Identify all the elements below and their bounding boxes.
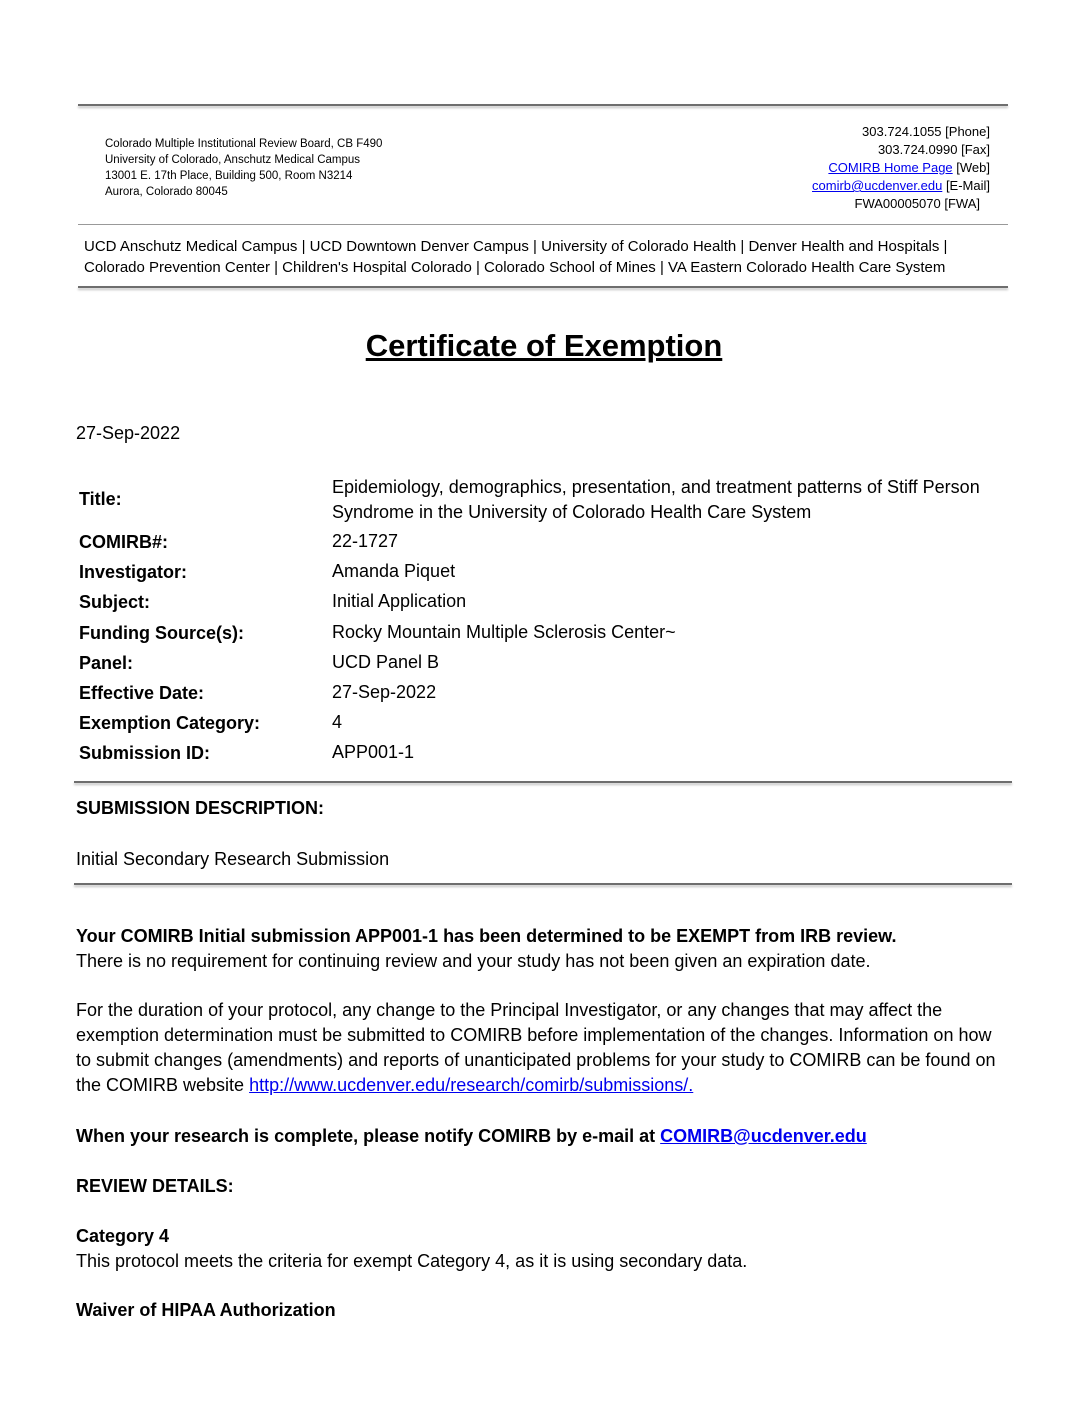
determination-statement: Your COMIRB Initial submission APP001-1 has been determined to be EXEMPT from IRB review. <box>76 926 897 946</box>
irb-address-block <box>105 136 382 200</box>
phone-tag: [Phone] <box>945 124 990 139</box>
fwa-number: FWA00005070 <box>854 196 941 211</box>
fax-number: 303.724.0990 <box>877 142 958 157</box>
header-top-rule <box>78 104 1008 106</box>
comirb-home-link[interactable]: COMIRB Home Page <box>828 160 953 175</box>
determination-detail: There is no requirement for continuing review and your study has not been given an expiration date. <box>76 951 871 971</box>
submission-bottom-rule <box>74 883 1012 885</box>
meta-value-investigator: Amanda Piquet <box>332 561 456 581</box>
phone-number: 303.724.1055 <box>862 124 942 139</box>
notify-text: When your research is complete, please notify COMIRB by e-mail at <box>76 1126 656 1146</box>
fax-tag: [Fax] <box>961 142 990 157</box>
comirb-email-link[interactable]: comirb@ucdenver.edu <box>812 178 943 193</box>
meta-value-comirb: 22-1727 <box>332 531 399 551</box>
fwa-tag: [FWA] <box>944 196 980 211</box>
meta-label-title: Title: <box>79 489 122 509</box>
meta-value-effective-date: 27-Sep-2022 <box>332 682 437 702</box>
meta-label-panel: Panel: <box>79 653 134 673</box>
submission-heading: SUBMISSION DESCRIPTION: <box>76 798 325 818</box>
header-mid-rule <box>78 224 1008 225</box>
submission-text: Initial Secondary Research Submission <box>76 849 390 869</box>
campus-line: Colorado Prevention Center | Children's Hospital Colorado | Colorado School of Mines | VA Eastern Colorado Health Care System <box>84 259 946 276</box>
meta-value-submission-id: APP001-1 <box>332 742 415 762</box>
meta-label-effective-date: Effective Date: <box>79 683 205 703</box>
meta-label-submission-id: Submission ID: <box>79 743 211 763</box>
address-line: University of Colorado, Anschutz Medical Campus <box>105 154 361 166</box>
duration-paragraph <box>76 998 1006 1098</box>
web-tag: [Web] <box>956 160 990 175</box>
review-heading: REVIEW DETAILS: <box>76 1176 234 1196</box>
address-line: Aurora, Colorado 80045 <box>105 186 228 198</box>
meta-value-panel: UCD Panel B <box>332 652 440 672</box>
contact-block <box>812 123 990 213</box>
header-bottom-rule <box>78 286 1008 288</box>
meta-label-funding: Funding Source(s): <box>79 623 244 643</box>
category-text: This protocol meets the criteria for exempt Category 4, as it is using secondary data. <box>76 1251 748 1271</box>
hipaa-heading: Waiver of HIPAA Authorization <box>76 1300 336 1320</box>
meta-label-comirb: COMIRB#: <box>79 532 168 552</box>
campus-list <box>84 236 1014 278</box>
meta-value-funding: Rocky Mountain Multiple Sclerosis Center~ <box>332 622 676 642</box>
email-tag: [E-Mail] <box>945 178 990 193</box>
submissions-link[interactable]: http://www.ucdenver.edu/research/comirb/submissions/. <box>249 1075 694 1095</box>
meta-label-investigator: Investigator: <box>79 562 188 582</box>
meta-value-subject: Initial Application <box>332 591 467 611</box>
meta-bottom-rule <box>74 781 1012 783</box>
meta-value-exemption-category: 4 <box>332 712 343 732</box>
duration-text: For the duration of your protocol, any change to the Principal Investigator, or any changes that may affect the exemption determination must be submitted to COMIRB before implementation of the changes. Information on how to submit changes (amendments) and reports of unanticipated problems for your study to COMIRB can be found on the COMIRB website <box>76 1000 996 1095</box>
meta-value-title: Epidemiology, demographics, presentation, and treatment patterns of Stiff Person Syndrome in the University of Colorado Health Care System <box>332 477 980 522</box>
document-title: Certificate of Exemption <box>365 328 723 363</box>
address-line: Colorado Multiple Institutional Review Board, CB F490 <box>105 138 383 150</box>
category-heading: Category 4 <box>76 1226 170 1246</box>
determination-paragraph <box>76 924 1026 974</box>
campus-line: UCD Anschutz Medical Campus | UCD Downtown Denver Campus | University of Colorado Health | Denver Health and Hospitals | <box>84 238 948 255</box>
document-date: 27-Sep-2022 <box>76 423 181 443</box>
notify-paragraph <box>76 1124 1026 1149</box>
meta-label-subject: Subject: <box>79 592 151 612</box>
address-line: 13001 E. 17th Place, Building 500, Room N3214 <box>105 170 353 182</box>
notify-email-link[interactable]: COMIRB@ucdenver.edu <box>660 1126 867 1146</box>
meta-label-exemption-category: Exemption Category: <box>79 713 261 733</box>
